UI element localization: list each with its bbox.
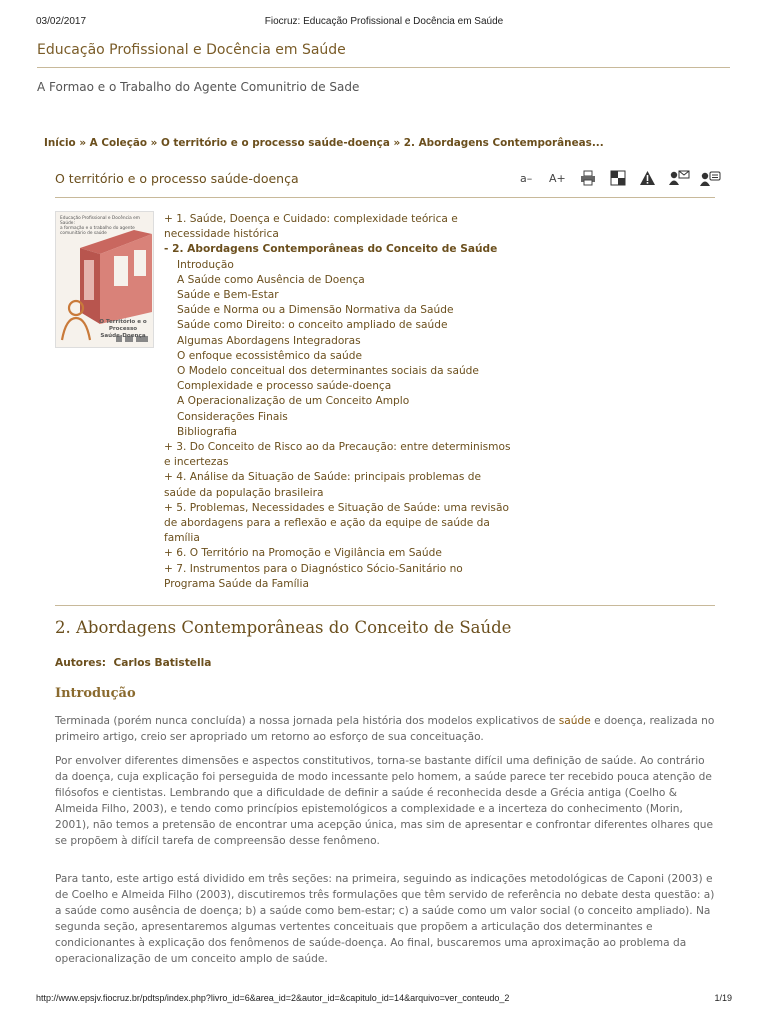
header-divider (37, 67, 730, 68)
authors-line (55, 657, 211, 669)
print-footer (36, 993, 732, 1003)
paragraph-text: e doença, realizada no primeiro artigo, creio ser apropriado um retorno ao esforço de sua conceituação. (55, 715, 715, 743)
toolbar (518, 170, 724, 190)
contrast-icon[interactable] (610, 170, 626, 189)
cover-header-line: Educação Profissional e Docência em Saúde: (60, 216, 140, 226)
breadcrumb-collection[interactable]: A Coleção (89, 137, 147, 149)
authors-label: Autores: (55, 657, 107, 669)
section-title: O território e o processo saúde-doença (55, 171, 299, 186)
toc-chapter-6[interactable]: + 6. O Território na Promoção e Vigilância em Saúde (164, 547, 442, 560)
toc-subitem[interactable]: Bibliografia (177, 425, 238, 438)
breadcrumb-book[interactable]: O território e o processo saúde-doença (160, 137, 390, 149)
toc-chapter-4[interactable]: + 4. Análise da Situação de Saúde: principais problemas de saúde da população brasileira (164, 471, 481, 499)
site-subtitle: A Formao e o Trabalho do Agente Comunitrio de Sade (37, 80, 360, 94)
book-cover[interactable] (55, 211, 154, 348)
paragraph-2: Por envolver diferentes dimensões e aspectos constitutivos, torna-se bastante difícil uma definição de saúde. Ao contrário da doença, cuja explicação foi perseguida de modo incessante pelo homem, a saúde parece ter recebido pouca atenção de filósofos e cientistas. Lembrando que a dificuldade de definir a saúde é reconhecida desde a Grécia antiga (Coelho & Almeida Filho, 2003), e tendo como princípios epistemológicos a complexidade e a incerteza do conhecimento (Morin, 2001), não temos a pretensão de encontrar uma acepção única, mas sim de apresentar e confrontar diferentes olhares que se propõem à difícil tarefa de compreensão desse fenômeno. (55, 755, 714, 847)
toc-subitem[interactable]: A Saúde como Ausência de Doença (177, 273, 365, 286)
paragraph-1 (55, 713, 715, 745)
toc-chapter-3[interactable]: + 3. Do Conceito de Risco ao da Precaução: entre determinismos e incertezas (164, 441, 511, 469)
author-link[interactable]: Carlos Batistella (113, 657, 212, 669)
keyword-link[interactable]: saúde (558, 715, 591, 727)
toc-chapter-1[interactable]: + 1. Saúde, Doença e Cuidado: complexidade teórica e necessidade histórica (164, 213, 458, 241)
toc-subitem[interactable]: Saúde como Direito: o conceito ampliado de saúde (177, 319, 448, 332)
alert-icon[interactable] (639, 170, 656, 189)
section-divider (55, 197, 715, 198)
toc-subitem[interactable]: Introdução (177, 258, 234, 271)
toc-subitem[interactable]: Saúde e Bem-Estar (177, 289, 279, 302)
font-decrease-button[interactable]: a– (520, 172, 533, 185)
toc-divider (55, 605, 715, 606)
toc-chapter-7[interactable]: + 7. Instrumentos para o Diagnóstico Sócio-Sanitário no Programa Saúde da Família (164, 562, 463, 590)
cover-title: Saúde-Doença (100, 333, 146, 339)
toc-subitem[interactable]: Considerações Finais (177, 410, 288, 423)
print-date: 03/02/2017 (36, 16, 87, 27)
toc-subitem[interactable]: Algumas Abordagens Integradoras (177, 334, 361, 347)
breadcrumb-home[interactable]: Início (44, 137, 76, 149)
page-number: 1/19 (714, 993, 732, 1003)
toc-subitem[interactable]: Saúde e Norma ou a Dimensão Normativa da Saúde (177, 304, 454, 317)
font-increase-button[interactable]: A+ (549, 172, 566, 185)
cover-header-line: a formação e o trabalho do agente (60, 226, 135, 231)
send-email-icon[interactable] (668, 170, 690, 189)
comment-icon[interactable] (699, 170, 721, 189)
breadcrumb-separator: » (150, 137, 158, 149)
breadcrumb (44, 137, 604, 149)
toc-chapter-2[interactable]: - 2. Abordagens Contemporâneas do Conceito de Saúde (164, 243, 498, 256)
print-page-title: Fiocruz: Educação Profissional e Docência em Saúde (264, 16, 504, 27)
cover-header-line: comunitário de saúde (60, 231, 107, 236)
breadcrumb-separator: » (79, 137, 87, 149)
print-url: http://www.epsjv.fiocruz.br/pdtsp/index.php?livro_id=6&area_id=2&autor_id=&capitulo_id=14&arquivo=ver_conteudo_2 (36, 993, 510, 1003)
toc-subitem[interactable]: A Operacionalização de um Conceito Amplo (177, 395, 410, 408)
paragraph-text: Terminada (porém nunca concluída) a nossa jornada pela história dos modelos explicativos de (55, 715, 559, 727)
breadcrumb-current[interactable]: 2. Abordagens Contemporâneas... (403, 137, 604, 149)
site-title[interactable]: Educação Profissional e Docência em Saúde (37, 42, 346, 58)
toc-subitem[interactable]: O Modelo conceitual dos determinantes sociais da saúde (177, 365, 479, 378)
paragraph-3: Para tanto, este artigo está dividido em três seções: na primeira, seguindo as indicações metodológicas de Caponi (2003) e de Coelho e Almeida Filho (2003), discutiremos três formulações que têm servido de referência no debate desta questão: a) a saúde como ausência de doença; b) a saúde como bem-estar; c) a saúde como um valor social (o conceito ampliado). Na segunda seção, apresentaremos algumas vertentes conceituais que propõem a articulação dos determinantes e condicionantes à explicação dos fenômenos de saúde-doença. Ao final, buscaremos uma aproximação ao problema da operacionalização de um conceito amplo de saúde. (55, 873, 715, 965)
breadcrumb-separator: » (393, 137, 401, 149)
table-of-contents (164, 212, 514, 592)
toc-subitem[interactable]: O enfoque ecossistêmico da saúde (177, 349, 362, 362)
toc-chapter-5[interactable]: + 5. Problemas, Necessidades e Situação de Saúde: uma revisão de abordagens para a reflexão e ação da equipe de saúde da família (164, 501, 509, 545)
print-icon[interactable] (580, 170, 596, 189)
article-title: 2. Abordagens Contemporâneas do Conceito de Saúde (55, 618, 512, 637)
cover-title: O Território e o Processo (99, 319, 147, 332)
intro-heading: Introdução (55, 686, 136, 701)
toc-subitem[interactable]: Complexidade e processo saúde-doença (177, 380, 392, 393)
